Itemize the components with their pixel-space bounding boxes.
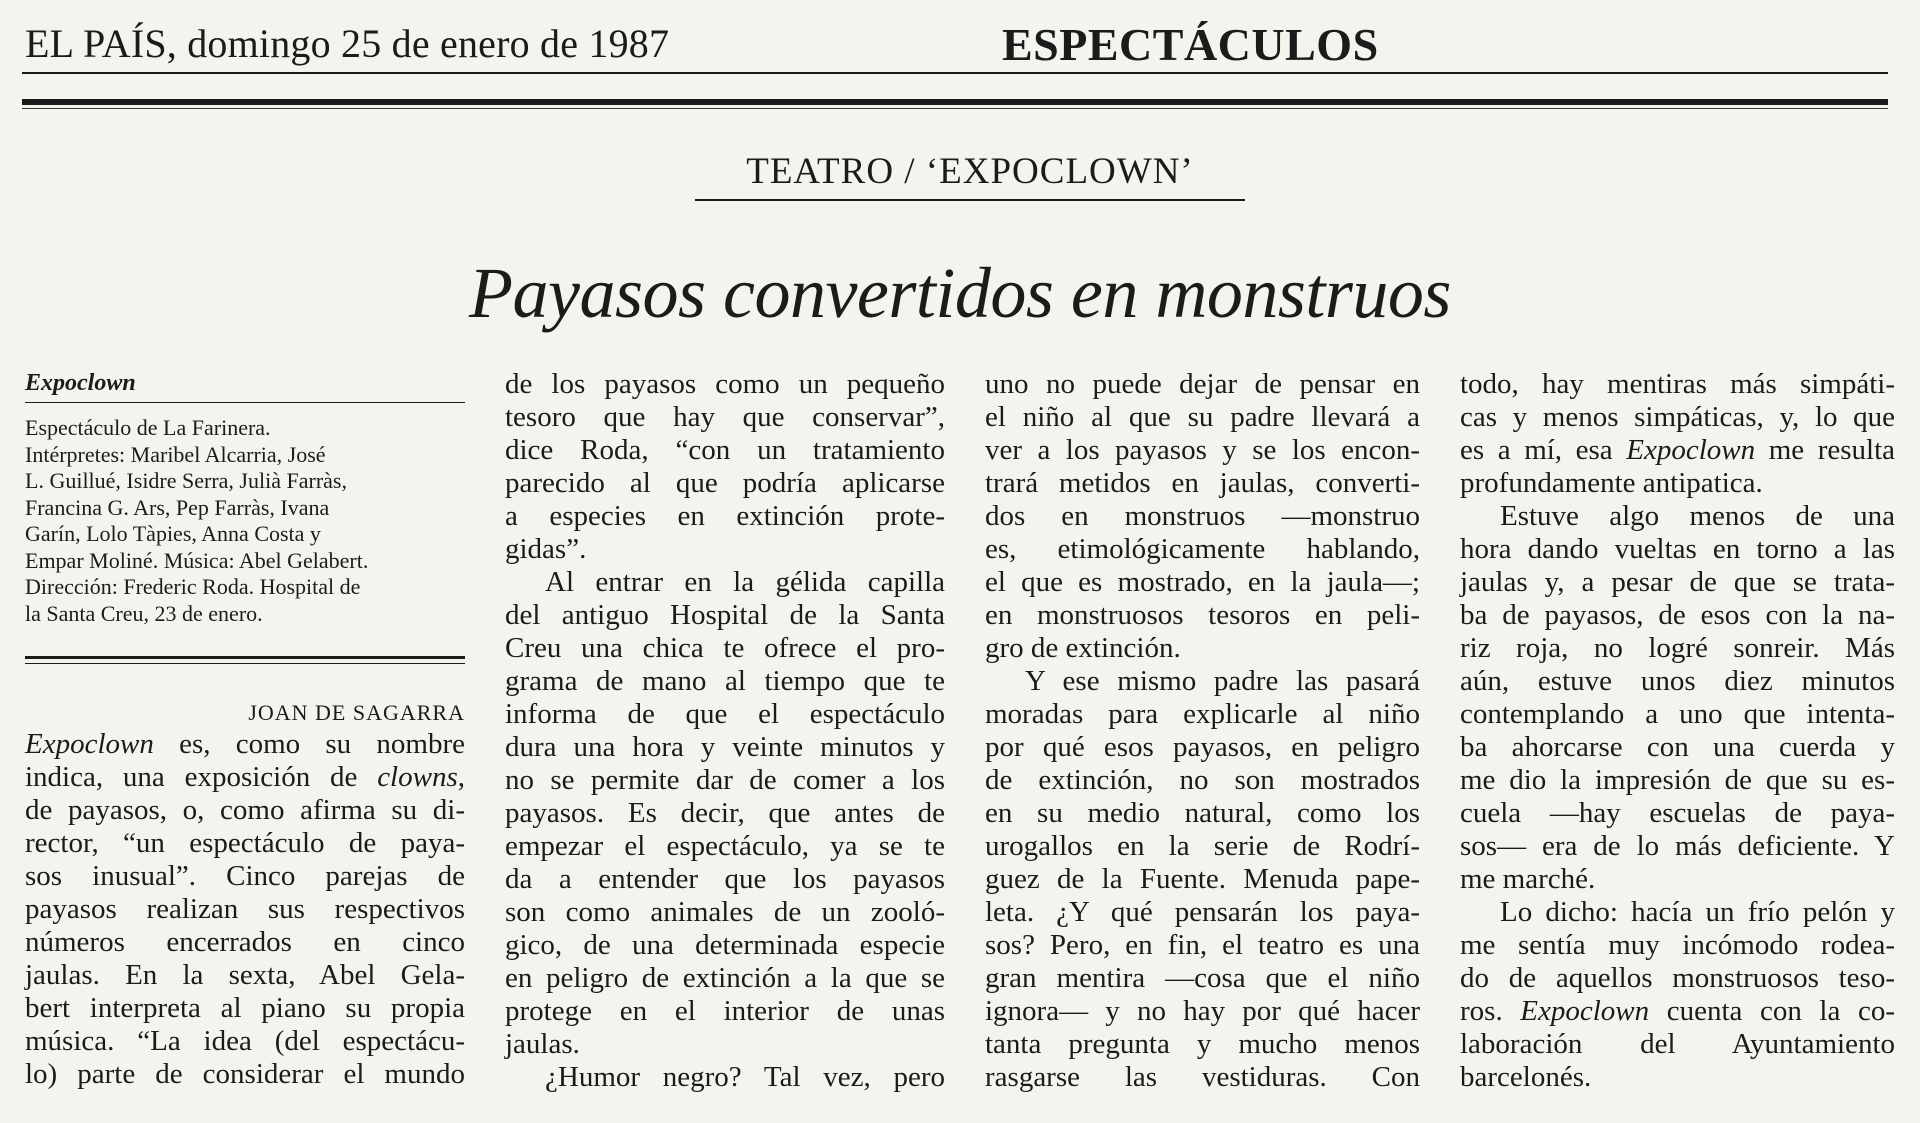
text-line: rector, “un espectáculo de paya- — [25, 827, 465, 859]
credits-line: L. Guillué, Isidre Serra, Julià Farràs, — [25, 468, 347, 493]
credits-line: Espectáculo de La Farinera. — [25, 415, 271, 440]
text-line: es, etimológicamente hablando, — [985, 533, 1420, 565]
italic-title: Expoclown — [1626, 434, 1756, 466]
article-column-4 — [1460, 368, 1895, 1094]
credits-title: Expoclown — [25, 370, 136, 396]
masthead-rule-under — [22, 108, 1888, 109]
text-line: da a entender que los payasos — [505, 863, 945, 895]
credits-body — [25, 415, 465, 627]
text-line: jaulas. — [505, 1028, 580, 1060]
text-line: parecido al que podría aplicarse — [505, 467, 945, 499]
text-line: cas y menos simpáticas, y, lo que — [1460, 401, 1895, 433]
text-line: cuela —hay escuelas de paya- — [1460, 797, 1895, 829]
text-line: contemplando a uno que intenta- — [1460, 698, 1895, 730]
credits-bottom-rule-thin — [25, 663, 465, 664]
text-line: gico, de una determinada especie — [505, 929, 945, 961]
masthead-rule-thin — [22, 72, 1888, 74]
credits-bottom-rule — [25, 656, 465, 659]
italic-title: clowns — [377, 761, 458, 793]
text-line: ros. Expoclown cuenta con la co- — [1460, 995, 1895, 1027]
text-line: números encerrados en cinco — [25, 926, 465, 958]
text-line: tesoro que hay que conservar”, — [505, 401, 945, 433]
text-line: me sentía muy incómodo rodea- — [1460, 929, 1895, 961]
text-line: me dio la impresión de que su es- — [1460, 764, 1895, 796]
text-line: gro de extinción. — [985, 632, 1181, 664]
masthead-rule-thick — [22, 99, 1888, 105]
credits-title-rule — [25, 402, 465, 403]
text-line: urogallos en la serie de Rodrí- — [985, 830, 1420, 862]
text-line: bert interpreta al piano su propia — [25, 992, 465, 1024]
text-line: trará metidos en jaulas, converti- — [985, 467, 1420, 499]
text-line: Al entrar en la gélida capilla — [545, 566, 945, 598]
text-line: do de aquellos monstruosos teso- — [1460, 962, 1895, 994]
text-line: grama de mano al tiempo que te — [505, 665, 945, 697]
text-line: dos en monstruos —monstruo — [985, 500, 1420, 532]
text-line: dice Roda, “con un tratamiento — [505, 434, 945, 466]
article-kicker: TEATRO / ‘EXPOCLOWN’ — [746, 151, 1194, 192]
text-line: en peligro de extinción a la que se — [505, 962, 945, 994]
text-line: payasos. Es decir, que antes de — [505, 797, 945, 829]
text-line: leta. ¿Y qué pensarán los paya- — [985, 896, 1420, 928]
text-line: el que es mostrado, en la jaula—; — [985, 566, 1420, 598]
text-line: riz roja, no logré sonreir. Más — [1460, 632, 1895, 664]
article-headline: Payasos convertidos en monstruos — [469, 253, 1451, 333]
text-line: aún, estuve unos diez minutos — [1460, 665, 1895, 697]
article-column-3 — [985, 368, 1420, 1094]
credits-line: la Santa Creu, 23 de enero. — [25, 600, 263, 626]
text-line: del antiguo Hospital de la Santa — [505, 599, 945, 631]
text-line: indica, una exposición de clowns, — [25, 761, 465, 793]
text-line: Creu una chica te ofrece el pro- — [505, 632, 945, 664]
section-title: ESPECTÁCULOS — [1002, 19, 1379, 70]
text-line: moradas para explicarle al niño — [985, 698, 1420, 730]
credits-line: Dirección: Frederic Roda. Hospital de — [25, 574, 361, 599]
text-line: por qué esos payasos, en peligro — [985, 731, 1420, 763]
text-line: sos inusual”. Cinco parejas de — [25, 860, 465, 892]
text-line: gidas”. — [505, 533, 587, 565]
text-line: en monstruosos tesoros en peli- — [985, 599, 1420, 631]
text-line: gran mentira —cosa que el niño — [985, 962, 1420, 994]
text-line: Lo dicho: hacía un frío pelón y — [1500, 896, 1895, 928]
credits-line: Francina G. Ars, Pep Farràs, Ivana — [25, 494, 330, 520]
text-line: el niño al que su padre llevará a — [985, 401, 1420, 433]
text-line: ¿Humor negro? Tal vez, pero — [545, 1061, 945, 1093]
text-line: rasgarse las vestiduras. Con — [985, 1061, 1420, 1093]
masthead — [25, 20, 1890, 80]
text-line: dura una hora y veinte minutos y — [505, 731, 945, 763]
article-column-2 — [505, 368, 945, 1094]
text-line: tanta pregunta y mucho menos — [985, 1028, 1420, 1060]
text-line: ba ahorcarse con una cuerda y — [1460, 731, 1895, 763]
text-line: a especies en extinción prote- — [505, 500, 945, 532]
text-line: Estuve algo menos de una — [1500, 500, 1895, 532]
text-line: ba de payasos, de esos con la na- — [1460, 599, 1895, 631]
masthead-date-line: EL PAÍS, domingo 25 de enero de 1987 — [25, 21, 670, 66]
author-byline: JOAN DE SAGARRA — [248, 700, 465, 725]
text-line: laboración del Ayuntamiento — [1460, 1028, 1895, 1060]
text-line: empezar el espectáculo, ya se te — [505, 830, 945, 862]
text-line: Expoclown es, como su nombre — [25, 728, 465, 760]
text-line: me marché. — [1460, 863, 1596, 895]
article-column-1 — [25, 728, 465, 1091]
text-line: no se permite dar de comer a los — [505, 764, 945, 796]
kicker-underline — [695, 199, 1245, 201]
text-line: ver a los payasos y se los encon- — [985, 434, 1420, 466]
text-line: guez de la Fuente. Menuda pape- — [985, 863, 1420, 895]
text-line: son como animales de un zooló- — [505, 896, 945, 928]
text-line: de payasos, o, como afirma su di- — [25, 794, 465, 826]
credits-box — [25, 368, 465, 627]
text-line: hora dando vueltas en torno a las — [1460, 533, 1895, 565]
italic-title: Expoclown — [1520, 995, 1650, 1027]
text-line: profundamente antipatica. — [1460, 467, 1763, 499]
text-line: ignora— y no hay por qué hacer — [985, 995, 1420, 1027]
text-line: sos? Pero, en fin, el teatro es una — [985, 929, 1420, 961]
text-line: lo) parte de considerar el mundo — [25, 1058, 465, 1090]
text-line: de los payasos como un pequeño — [505, 368, 945, 400]
text-line: jaulas y, a pesar de que se trata- — [1460, 566, 1895, 598]
text-line: en su medio natural, como los — [985, 797, 1420, 829]
credits-line: Garín, Lolo Tàpies, Anna Costa y — [25, 521, 321, 546]
text-line: informa de que el espectáculo — [505, 698, 945, 730]
text-line: uno no puede dejar de pensar en — [985, 368, 1420, 400]
text-line: sos— era de lo más deficiente. Y — [1460, 830, 1895, 862]
credits-line: Intérpretes: Maribel Alcarria, José — [25, 441, 326, 467]
text-line: de extinción, no son mostrados — [985, 764, 1420, 796]
text-line: jaulas. En la sexta, Abel Gela- — [25, 959, 465, 991]
text-line: música. “La idea (del espectácu- — [25, 1025, 465, 1057]
text-line: es a mí, esa Expoclown me resulta — [1460, 434, 1895, 466]
credits-line: Empar Moliné. Música: Abel Gelabert. — [25, 547, 369, 573]
text-line: barcelonés. — [1460, 1061, 1592, 1093]
text-line: protege en el interior de unas — [505, 995, 945, 1027]
text-line: Y ese mismo padre las pasará — [1025, 665, 1420, 697]
text-line: payasos realizan sus respectivos — [25, 893, 465, 925]
italic-title: Expoclown — [25, 728, 154, 760]
text-line: todo, hay mentiras más simpáti- — [1460, 368, 1895, 400]
